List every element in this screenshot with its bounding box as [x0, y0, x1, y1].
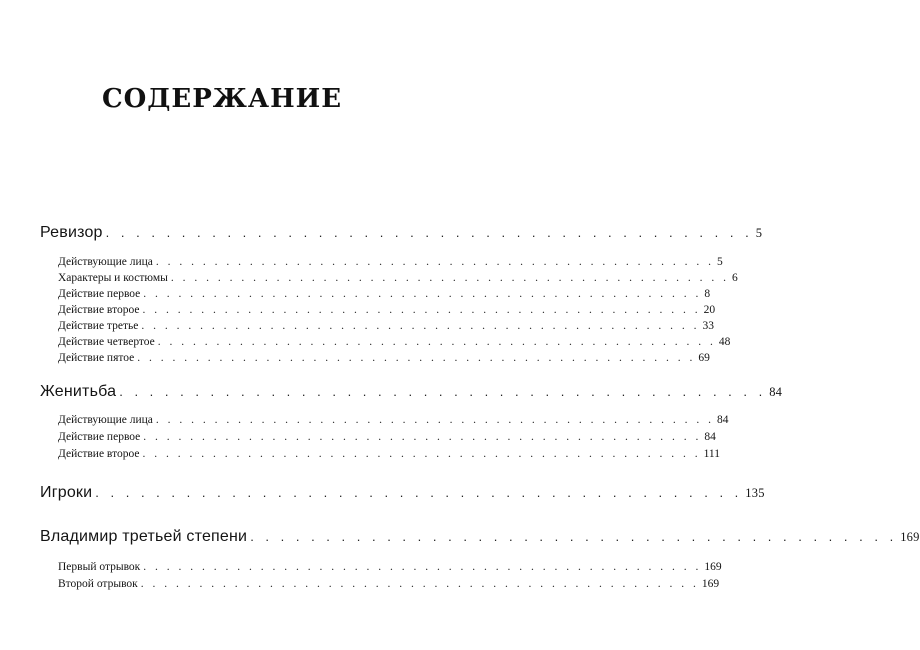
dot-leader: . . . . . . . . . . . . . . . . . . . . . . . . . . . . . . . . . . . . . . . . . . . . . . . . — [137, 352, 696, 364]
entry-label: Действие второе — [58, 448, 140, 460]
dot-leader: . . . . . . . . . . . . . . . . . . . . . . . . . . . . . . . . . . . . . . . . . . . . . . . . — [140, 578, 699, 590]
entry-label: Действие первое — [58, 431, 141, 443]
entry-label: Первый отрывок — [58, 561, 141, 573]
toc-entry[interactable] — [58, 578, 720, 590]
page-title: СОДЕРЖАНИЕ — [101, 84, 343, 114]
entry-label: Действие пятое — [58, 352, 135, 364]
dot-leader: . . . . . . . . . . . . . . . . . . . . . . . . . . . . . . . . . . . . . . . . . . . . . . . . — [143, 288, 702, 300]
dot-leader: . . . . . . . . . . . . . . . . . . . . . . . . . . . . . . . . . . . . . . . . . . . . . . . . — [170, 272, 729, 284]
page-number: 69 — [698, 352, 710, 364]
toc-entry[interactable] — [58, 256, 723, 268]
toc-entry[interactable] — [58, 304, 716, 316]
page-number: 5 — [755, 226, 763, 240]
entry-label: Действующие лица — [58, 414, 153, 426]
page-number: 8 — [704, 288, 711, 300]
dot-leader: . . . . . . . . . . . . . . . . . . . . . . . . . . . . . . . . . . . . . . . . . . . . . . . . — [142, 304, 701, 316]
entry-label: Действие второе — [58, 304, 140, 316]
dot-leader: . . . . . . . . . . . . . . . . . . . . . . . . . . . . . . . . . . . . . . . . . . . — [95, 485, 743, 500]
dot-leader: . . . . . . . . . . . . . . . . . . . . . . . . . . . . . . . . . . . . . . . . . . . . . . . . — [157, 336, 716, 348]
entry-label: Действие первое — [58, 288, 141, 300]
toc-entry[interactable] — [58, 414, 729, 426]
dot-leader: . . . . . . . . . . . . . . . . . . . . . . . . . . . . . . . . . . . . . . . . . . . — [105, 225, 753, 240]
toc-entry[interactable] — [58, 352, 710, 364]
dot-leader: . . . . . . . . . . . . . . . . . . . . . . . . . . . . . . . . . . . . . . . . . . . . . . . . — [155, 414, 715, 426]
toc-section[interactable] — [40, 383, 783, 401]
page-number: 6 — [731, 272, 738, 284]
entry-label: Действие третье — [58, 320, 139, 332]
toc-section[interactable] — [40, 484, 765, 502]
page-number: 48 — [718, 336, 731, 348]
section-title: Владимир третьей степени — [40, 528, 248, 545]
dot-leader: . . . . . . . . . . . . . . . . . . . . . . . . . . . . . . . . . . . . . . . . . . . — [250, 529, 898, 544]
dot-leader: . . . . . . . . . . . . . . . . . . . . . . . . . . . . . . . . . . . . . . . . . . . — [119, 384, 767, 399]
page-number: 33 — [702, 320, 714, 332]
page-number: 84 — [769, 385, 783, 399]
dot-leader: . . . . . . . . . . . . . . . . . . . . . . . . . . . . . . . . . . . . . . . . . . . . . . . . — [142, 448, 701, 460]
toc-entry[interactable] — [58, 336, 731, 348]
toc-entry[interactable] — [58, 272, 738, 284]
dot-leader: . . . . . . . . . . . . . . . . . . . . . . . . . . . . . . . . . . . . . . . . . . . . . . . . — [141, 320, 700, 332]
entry-label: Действие четвертое — [58, 336, 155, 348]
section-title: Ревизор — [40, 224, 103, 241]
page-number: 169 — [704, 561, 722, 573]
page-number: 5 — [717, 256, 723, 268]
entry-label: Характеры и костюмы — [58, 272, 168, 284]
toc-entry[interactable] — [58, 561, 722, 573]
toc-section[interactable] — [40, 528, 920, 546]
page-number: 111 — [703, 448, 720, 460]
section-title: Игроки — [40, 484, 93, 501]
toc-entry[interactable] — [58, 320, 714, 332]
toc-entry[interactable] — [58, 431, 716, 443]
toc-entry[interactable] — [58, 448, 720, 460]
page-number: 169 — [900, 530, 920, 544]
section-title: Женитьба — [40, 383, 117, 400]
dot-leader: . . . . . . . . . . . . . . . . . . . . . . . . . . . . . . . . . . . . . . . . . . . . . . . . — [155, 256, 715, 268]
page-number: 20 — [703, 304, 716, 316]
page-number: 135 — [745, 486, 765, 500]
dot-leader: . . . . . . . . . . . . . . . . . . . . . . . . . . . . . . . . . . . . . . . . . . . . . . . . — [143, 431, 702, 443]
page-number: 169 — [701, 578, 720, 590]
page-number: 84 — [704, 431, 716, 443]
entry-label: Второй отрывок — [58, 578, 138, 590]
toc-section[interactable] — [40, 224, 763, 242]
page-number: 84 — [717, 414, 729, 426]
toc-entry[interactable] — [58, 288, 711, 300]
dot-leader: . . . . . . . . . . . . . . . . . . . . . . . . . . . . . . . . . . . . . . . . . . . . . . . . — [143, 561, 702, 573]
entry-label: Действующие лица — [58, 256, 153, 268]
